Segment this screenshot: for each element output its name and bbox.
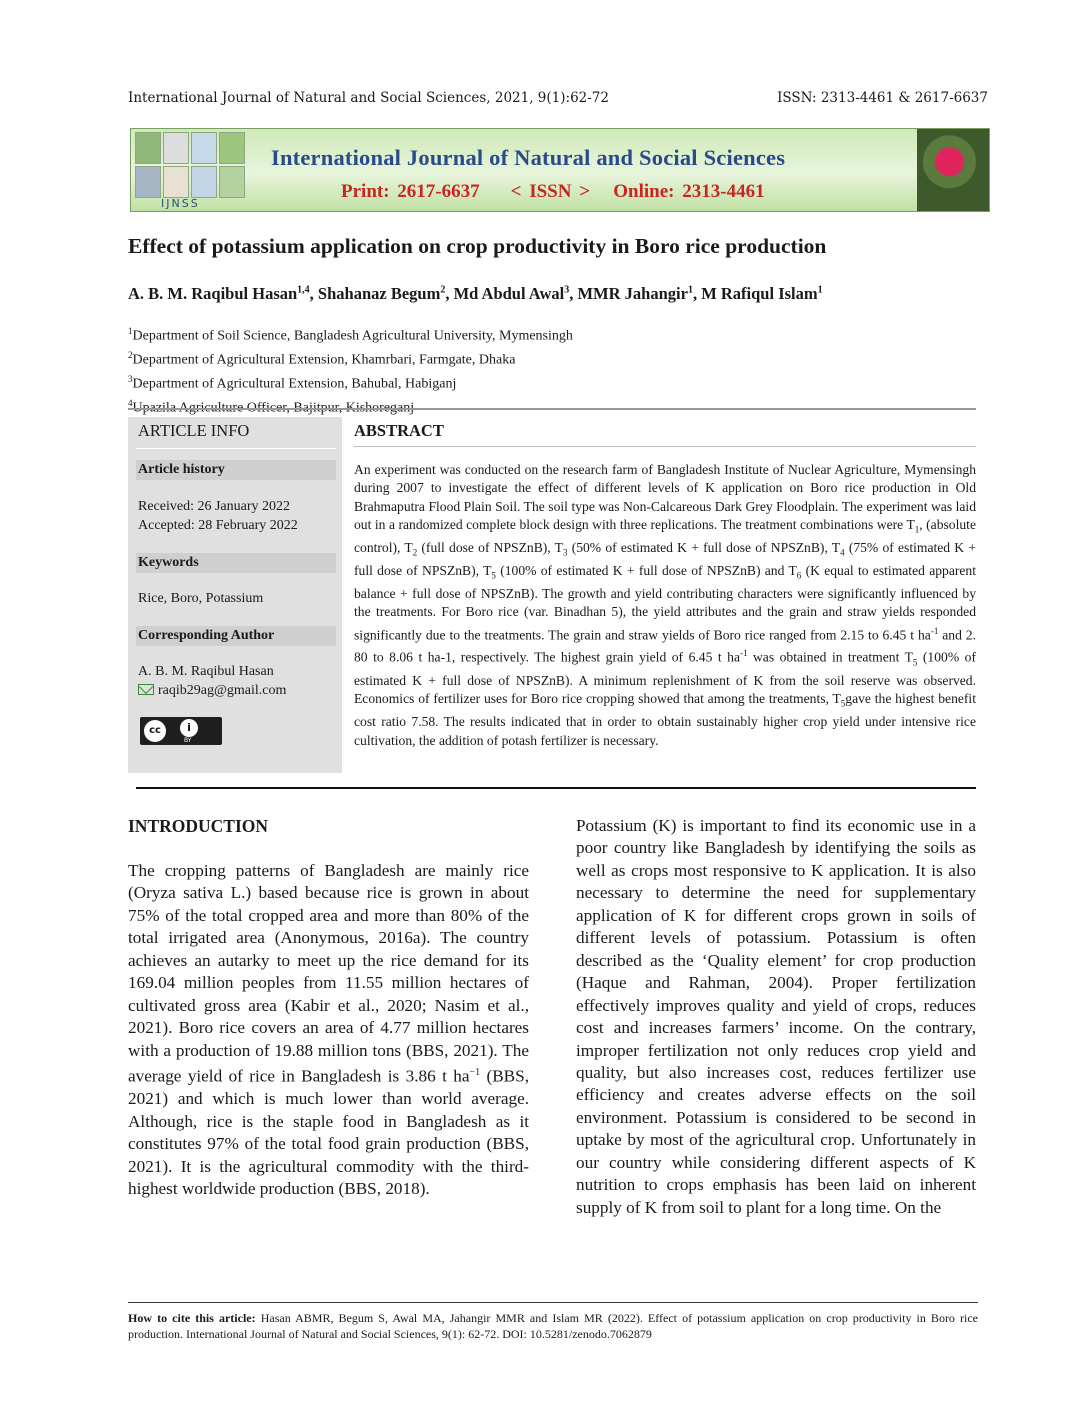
by-person-icon: i	[180, 719, 198, 737]
corresponding-author-email[interactable]	[138, 681, 286, 700]
received-date: Received: 26 January 2022	[138, 499, 291, 514]
paper-title: Effect of potassium application on crop productivity in Boro rice production	[128, 234, 827, 258]
article-info-panel	[128, 417, 342, 773]
journal-logo-text: IJNSS	[161, 197, 200, 210]
affiliation-line: $^2$Department of Agricultural Extension, Khamrbari, Farmgate, Dhaka	[128, 350, 516, 368]
affiliation-line: $^3$Department of Agricultural Extension, Bahubal, Habiganj	[128, 374, 457, 392]
issn-header: ISSN: 2313-4461 & 2617-6637	[777, 90, 988, 106]
abstract-heading: ABSTRACT	[354, 421, 444, 440]
divider	[128, 1302, 978, 1303]
banner-title: International Journal of Natural and Social Sciences	[271, 145, 786, 170]
journal-banner	[130, 128, 990, 212]
journal-citation: International Journal of Natural and Social Sciences, 2021, 9(1):62-72	[128, 90, 609, 106]
divider	[136, 448, 336, 449]
divider	[128, 408, 976, 410]
author-name: Md Abdul Awal	[453, 284, 565, 303]
divider	[354, 446, 976, 447]
by-label-icon: BY	[184, 737, 192, 744]
affiliations	[128, 322, 573, 419]
abstract-text: An experiment was conducted on the research farm of Bangladesh Institute of Nuclear Agriculture, Mymensingh during 2007 to investigate the effect of different levels of K application on Boro rice production in Old Brahmaputra Flood Plain Soil. The soil type was Non-Calcareous Dark Grey Floodplain. The experiment was laid out in a randomized complete block design with three replications. The treatment combinations were $T_1$, (absolute control), $T_2$ (full dose of NPSZnB), $T_3$ (50% of estimated K + full dose of NPSZnB), $T_4$ (75% of estimated K + full dose of NPSZnB), $T_5$ (100% of estimated K + full dose of NPSZnB) and $T_6$ (K equal to estimated apparent balance + full dose of NPSZnB). The growth and yield contributing characters were significantly influenced by the treatments. For Boro rice (var. Binadhan 5), the yield attributes and the grain and straw yields responded significantly due to the treatments. The grain and straw yields of Boro rice ranged from 2.15 to 6.45 t $ha^{-1}$ and 2. 80 to 8.06 t ha-1, respectively. The highest grain yield of 6.45 t $ha^{-1}$ was obtained in treatment $T_5$ (100% of estimated K + full dose of NPSZnB). A minimum replenishment of K from the soil reserve was observed. Economics of fertilizer uses for Boro rice cropping showed that among the treatments, $T_5gave$ the highest benefit cost ratio 7.58. The results indicated that in order to obtain sustainably higher crop yield under intensive rice cultivation, the addition of potash fertilizer is necessary.	[354, 462, 977, 748]
flower-image	[917, 129, 989, 211]
banner-issn: Print: 2617-6637 < ISSN > Online: 2313-4461	[341, 181, 765, 202]
citation-footnote: How to cite this article: Hasan ABMR, Begum S, Awal MA, Jahangir MMR and Islam MR (2022). Effect of potassium application on crop productivity in Boro rice production. International Journal of Natural and Social Sciences, 9(1): 62-72. DOI: 10.5281/zenodo.7062879	[128, 1311, 978, 1341]
keywords-label: Keywords	[136, 553, 336, 573]
cc-icon: cc	[144, 720, 166, 742]
affiliation-line: $^1$Department of Soil Science, Bangladesh Agricultural University, Mymensingh	[128, 326, 573, 344]
affiliation-line: $^4$Upazila Agriculture Officer, Bajitpur, Kishoreganj	[128, 398, 415, 417]
author-name: A. B. M. Raqibul Hasan	[128, 284, 298, 303]
author-list: A. B. M. Raqibul Hasan$^{1,4}$, Shahanaz Begum$^2$, Md Abdul Awal$^3$, MMR Jahangir$^1$, M Rafiqul Islam$^1$	[128, 284, 823, 303]
keywords: Rice, Boro, Potassium	[138, 591, 264, 606]
email-address[interactable]: raqib29ag@gmail.com	[158, 683, 287, 698]
article-history-label: Article history	[136, 460, 336, 480]
corresponding-author-name: A. B. M. Raqibul Hasan	[138, 664, 274, 679]
introduction-heading: INTRODUCTION	[128, 816, 269, 836]
accepted-date: Accepted: 28 February 2022	[138, 518, 298, 533]
banner-thumbnails	[135, 132, 245, 198]
article-info-heading: ARTICLE INFO	[138, 421, 250, 440]
cc-by-icon[interactable]	[140, 717, 222, 745]
author-name: M Rafiqul Islam	[701, 284, 818, 303]
author-name: MMR Jahangir	[577, 284, 688, 303]
introduction-right-column: Potassium (K) is important to find its economic use in a poor country like Bangladesh by identifying the soils as well as crops most responsive to K application. It is also necessary to determine the need for supplementary application of K for different crops grown in soils of different levels of potassium. Potassium is often described as the ‘Quality element’ for crop production (Haque and Rahman, 2004). Proper fertilization effectively improves quality and yield of crops, reduces cost and increases farmers’ income. On the contrary, improper fertilization not only reduces crop yield and quality, but also increases cost, reduces fertilizer use efficiency and creates adverse effects on the soil environment. Potassium is considered to be second in uptake by most of the agricultural crop. Unfortunately in our country while considering different aspects of K nutrition to crops emphasis has been laid on inherent supply of K from soil to plant for a long time. On the	[576, 816, 976, 1217]
introduction-left-column: The cropping patterns of Bangladesh are mainly rice (Oryza sativa L.) based because rice is grown in about 75% of the total cropped area and more than 80% of the total irrigated area (Anonymous, 2016a). The country achieves an autarky to meet up the rice demand for its 169.04 million peoples from 11.55 million hectares of cultivated gross area (Kabir et al., 2020; Nasim et al., 2021). Boro rice covers an area of 4.77 million hectares with a production of 19.88 million tons (BBS, 2021). The average yield of rice in Bangladesh is 3.86 t $ha^{-1}$ (BBS, 2021) and which is much lower than world average. Although, rice is the staple food in Bangladesh as it constitutes 97% of the total food grain production (BBS, 2021). It is the agricultural commodity with the third-highest worldwide production (BBS, 2018).	[128, 861, 529, 1199]
divider	[136, 787, 976, 789]
corresponding-author-label: Corresponding Author	[136, 626, 336, 646]
author-name: Shahanaz Begum	[317, 284, 441, 303]
running-head	[128, 90, 988, 106]
email-icon	[138, 684, 154, 695]
